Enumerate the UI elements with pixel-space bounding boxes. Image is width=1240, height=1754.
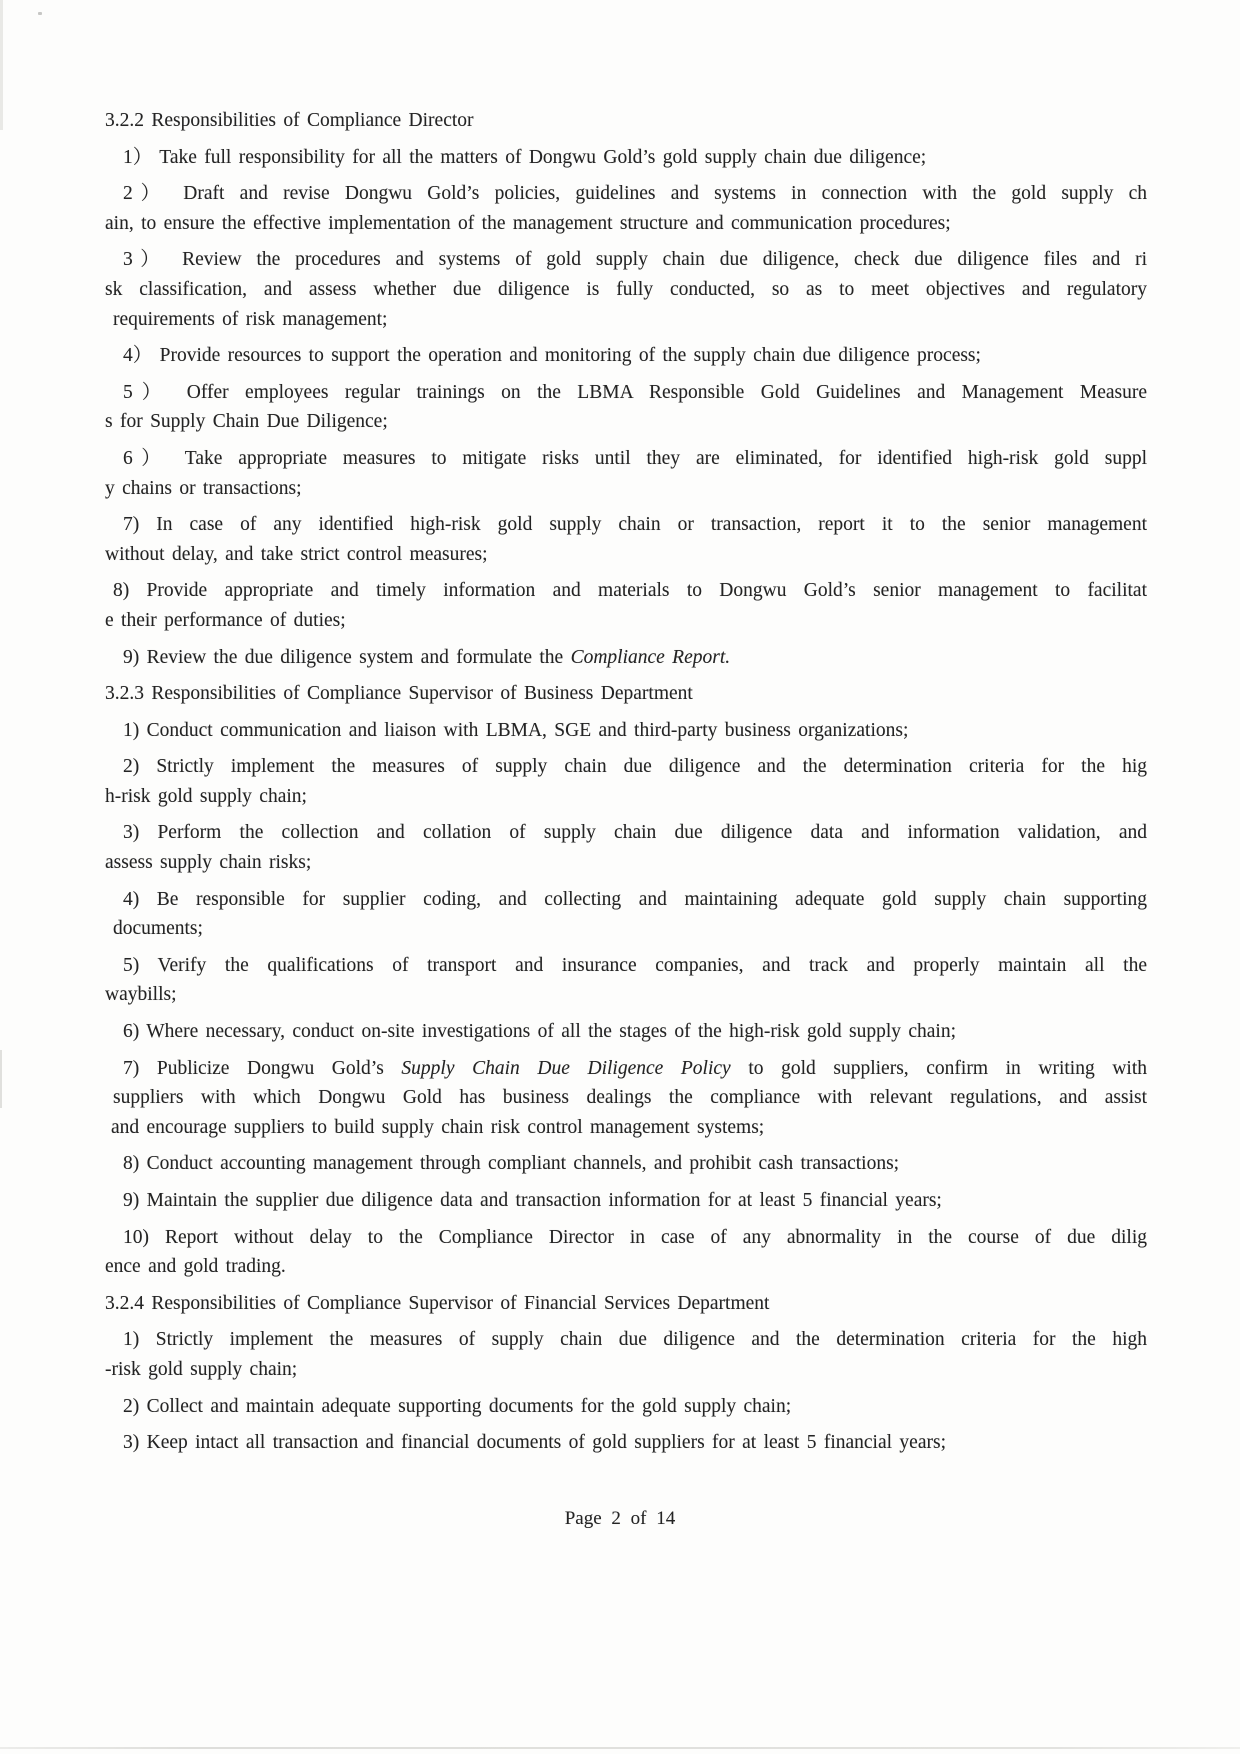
text-line xyxy=(105,179,1147,209)
text-line xyxy=(105,540,1147,570)
text-segment: 8) Conduct accounting management through compliant channels, and prohibit cash transactions; xyxy=(123,1153,900,1175)
text-line xyxy=(105,1149,1147,1179)
text-line xyxy=(105,980,1147,1010)
text-line xyxy=(105,1113,1147,1143)
text-segment: 9) Maintain the supplier due diligence data and transaction information for at least 5 financial years; xyxy=(123,1190,942,1211)
text-segment: 7) Publicize Dongwu Gold’s xyxy=(123,1057,402,1079)
list-item-paragraph xyxy=(105,716,1147,746)
text-line xyxy=(105,444,1147,474)
text-segment: e their performance of duties; xyxy=(105,609,346,631)
text-line xyxy=(105,1017,1147,1047)
text-segment: assess supply chain risks; xyxy=(105,852,312,874)
text-line xyxy=(105,1289,1147,1319)
text-line xyxy=(105,1083,1147,1113)
text-line xyxy=(105,407,1147,437)
section-heading xyxy=(105,679,1147,709)
text-line xyxy=(105,245,1147,275)
scan-edge-artifact xyxy=(0,0,3,130)
list-item-paragraph xyxy=(105,341,1147,371)
section-heading xyxy=(105,106,1147,136)
text-line xyxy=(105,1252,1147,1282)
text-segment: -risk gold supply chain; xyxy=(105,1358,298,1380)
text-segment: 3.2.3 Responsibilities of Compliance Supervisor of Business Department xyxy=(105,683,693,705)
text-segment: 1) Strictly implement the measures of supply chain due diligence and the determination criteria for the high xyxy=(123,1329,1147,1351)
text-segment: 2) Collect and maintain adequate supporting documents for the gold supply chain; xyxy=(123,1395,792,1417)
text-line xyxy=(105,885,1147,915)
list-item-paragraph xyxy=(105,1428,1147,1458)
text-segment: without delay, and take strict control measures; xyxy=(105,543,488,565)
text-segment: 6） Take appropriate measures to mitigate risks until they are eliminated, for identified high-risk gold suppl xyxy=(123,447,1147,469)
list-item-paragraph xyxy=(105,1325,1147,1384)
text-segment: 10) Report without delay to the Compliance Director in case of any abnormality in the course of due dilig xyxy=(123,1226,1147,1248)
text-line xyxy=(105,1054,1147,1084)
text-line xyxy=(105,1392,1147,1422)
list-item-paragraph xyxy=(105,951,1147,1010)
list-item-paragraph xyxy=(105,1186,1147,1216)
text-segment: 9) Review the due diligence system and formulate the xyxy=(123,646,571,668)
list-item-paragraph xyxy=(105,143,1147,173)
text-segment: h-risk gold supply chain; xyxy=(105,785,307,807)
text-segment: 4) Be responsible for supplier coding, and collecting and maintaining adequate gold supply chain supporting xyxy=(123,888,1147,910)
italic-document-title: Compliance Report. xyxy=(570,646,731,668)
text-line xyxy=(105,1223,1147,1253)
text-line xyxy=(105,782,1147,812)
list-item-paragraph xyxy=(105,643,1147,673)
text-segment: 2） Draft and revise Dongwu Gold’s policies, guidelines and systems in connection with the gold supply ch xyxy=(123,183,1147,205)
text-line xyxy=(105,1325,1147,1355)
list-item-paragraph xyxy=(105,1392,1147,1422)
text-segment: and encourage suppliers to build supply chain risk control management systems; xyxy=(111,1116,765,1138)
text-line xyxy=(105,818,1147,848)
list-item-paragraph xyxy=(105,1149,1147,1179)
text-line xyxy=(105,951,1147,981)
text-segment: 2) Strictly implement the measures of supply chain due diligence and the determination criteria for the hig xyxy=(123,756,1147,778)
page-footer: Page 2 of 14 xyxy=(564,1508,676,1529)
text-line xyxy=(105,914,1147,944)
text-segment: to gold suppliers, confirm in writing with xyxy=(730,1057,1147,1079)
text-line xyxy=(105,848,1147,878)
scan-speck xyxy=(38,12,42,15)
text-line xyxy=(105,378,1147,408)
list-item-paragraph xyxy=(105,1054,1147,1143)
list-item-paragraph xyxy=(105,245,1147,334)
text-segment: ain, to ensure the effective implementation of the management structure and communication procedures; xyxy=(105,212,951,234)
text-segment: sk classification, and assess whether due diligence is fully conducted, so as to meet objectives and regulatory xyxy=(105,278,1147,300)
text-segment: y chains or transactions; xyxy=(105,477,302,499)
text-line xyxy=(105,576,1147,606)
text-segment: 7) In case of any identified high-risk gold supply chain or transaction, report it to the senior management xyxy=(123,514,1147,536)
text-line xyxy=(105,716,1147,746)
section-heading xyxy=(105,1289,1147,1319)
text-line xyxy=(105,510,1147,540)
text-segment: 5） Offer employees regular trainings on the LBMA Responsible Gold Guidelines and Management Measure xyxy=(123,381,1147,403)
list-item-paragraph xyxy=(105,510,1147,569)
text-segment: 8) Provide appropriate and timely information and materials to Dongwu Gold’s senior management to facilitat xyxy=(113,580,1147,602)
text-line xyxy=(105,606,1147,636)
list-item-paragraph xyxy=(105,885,1147,944)
text-segment: 3) Perform the collection and collation of supply chain due diligence data and information validation, and xyxy=(123,822,1147,844)
scan-edge-artifact xyxy=(0,1050,2,1108)
document-content xyxy=(105,106,1147,1458)
text-segment: documents; xyxy=(113,918,203,940)
text-line xyxy=(105,1355,1147,1385)
text-line xyxy=(105,341,1147,371)
list-item-paragraph xyxy=(105,1223,1147,1282)
text-line xyxy=(105,643,1147,673)
text-segment: requirements of risk management; xyxy=(113,308,388,330)
italic-document-title: Supply Chain Due Diligence Policy xyxy=(401,1057,731,1079)
text-line xyxy=(105,143,1147,173)
list-item-paragraph xyxy=(105,179,1147,238)
text-line xyxy=(105,1186,1147,1216)
text-segment: 3） Review the procedures and systems of gold supply chain due diligence, check due diligence files and ri xyxy=(123,249,1147,271)
text-segment: 4） Provide resources to support the operation and monitoring of the supply chain due diligence process; xyxy=(123,345,981,367)
list-item-paragraph xyxy=(105,576,1147,635)
list-item-paragraph xyxy=(105,752,1147,811)
text-segment: 1） Take full responsibility for all the matters of Dongwu Gold’s gold supply chain due diligence; xyxy=(123,146,927,168)
text-segment: 5) Verify the qualifications of transport and insurance companies, and track and properly maintain all the xyxy=(123,954,1147,976)
text-segment: 3.2.4 Responsibilities of Compliance Supervisor of Financial Services Department xyxy=(105,1292,770,1314)
text-segment: ence and gold trading. xyxy=(105,1256,286,1278)
list-item-paragraph xyxy=(105,444,1147,503)
text-segment: waybills; xyxy=(105,984,177,1006)
text-line xyxy=(105,752,1147,782)
text-line xyxy=(105,474,1147,504)
text-segment: suppliers with which Dongwu Gold has business dealings the compliance with relevant regulations, and assist xyxy=(113,1087,1147,1109)
text-line xyxy=(105,275,1147,305)
list-item-paragraph xyxy=(105,1017,1147,1047)
text-line xyxy=(105,106,1147,136)
text-segment: s for Supply Chain Due Diligence; xyxy=(105,411,388,433)
text-segment: 3) Keep intact all transaction and financial documents of gold suppliers for at least 5 financial years; xyxy=(123,1432,946,1454)
text-segment: 6) Where necessary, conduct on-site investigations of all the stages of the high-risk gold supply chain; xyxy=(123,1021,957,1043)
text-line xyxy=(105,679,1147,709)
list-item-paragraph xyxy=(105,378,1147,437)
text-line xyxy=(105,305,1147,335)
text-segment: 3.2.2 Responsibilities of Compliance Director xyxy=(105,110,474,131)
list-item-paragraph xyxy=(105,818,1147,877)
text-segment: 1) Conduct communication and liaison with LBMA, SGE and third-party business organizations; xyxy=(123,719,909,741)
text-line xyxy=(105,209,1147,239)
text-line xyxy=(105,1428,1147,1458)
scan-bottom-line xyxy=(0,1747,1240,1749)
